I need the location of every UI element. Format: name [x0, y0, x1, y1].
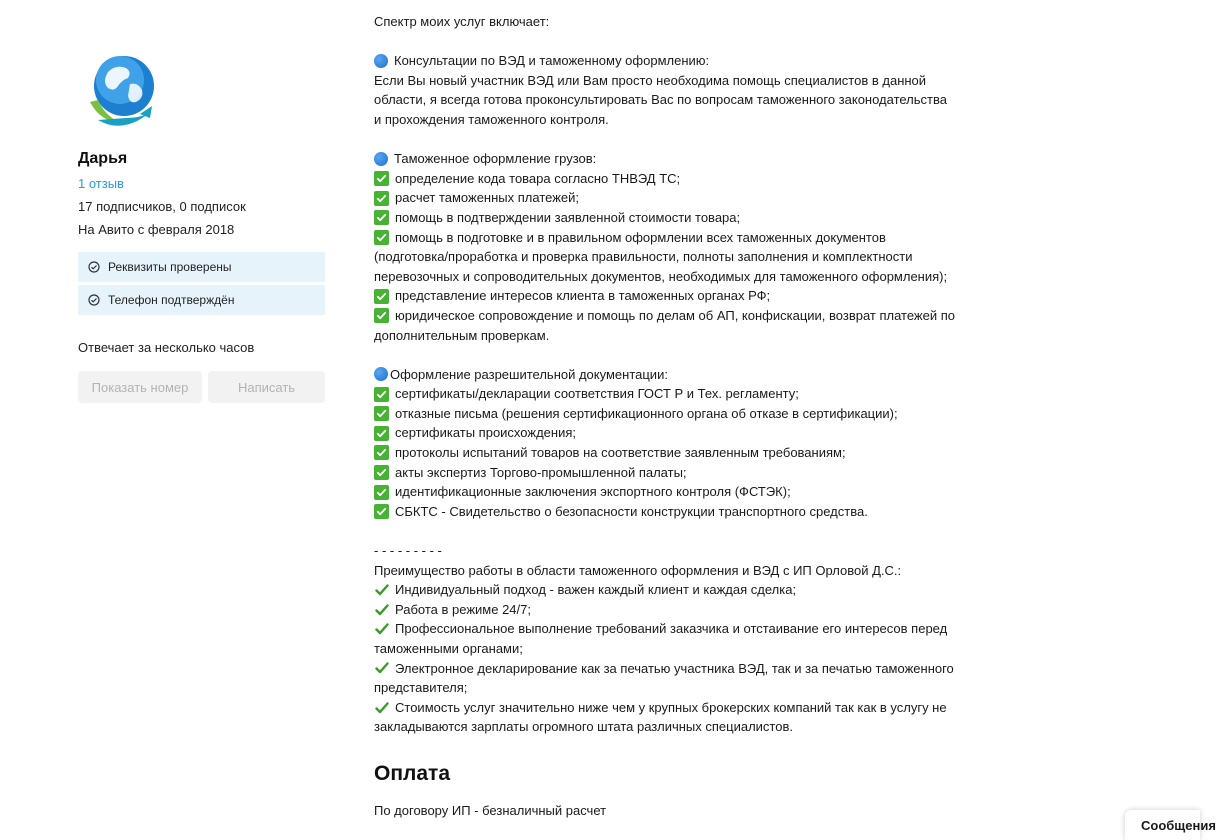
list-item — [374, 208, 974, 228]
permit-heading — [374, 365, 974, 385]
list-item-continuation: таможенными органами; — [374, 641, 523, 656]
list-item — [374, 169, 974, 189]
list-item-continuation: дополнительным проверкам. — [374, 327, 550, 343]
check-box-icon — [374, 210, 389, 225]
list-item-continuation: представителя; — [374, 680, 468, 696]
seller-name: Дарья — [78, 150, 128, 167]
list-item-text: Работа в режиме 24/7; — [395, 601, 531, 617]
list-item-text: Стоимость услуг значительно ниже чем у крупных брокерских компаний так как в услугу не — [395, 699, 947, 715]
list-item-text: протоколы испытаний товаров на соответствие заявленным требованиям; — [395, 445, 846, 461]
member-since: На Авито с февраля 2018 — [78, 222, 235, 237]
list-item-text: Электронное декларирование как за печатью участника ВЭД, так и за печатью таможенного — [395, 660, 954, 676]
seller-sidebar — [78, 44, 325, 403]
list-item — [374, 423, 974, 443]
customs-list — [374, 169, 974, 345]
check-box-icon — [374, 406, 389, 421]
response-time: Отвечает за несколько часов — [78, 340, 255, 355]
list-item — [374, 619, 974, 639]
blue-circle-icon — [374, 367, 388, 381]
verification-badges — [78, 252, 325, 315]
list-item-continuation: (подготовка/проработка и проверка правильности, полноты заполнения и комплектности — [374, 249, 913, 265]
separator: - - - - - - - - - — [374, 543, 442, 559]
badge-requisites-verified — [78, 252, 325, 282]
badge-phone-verified — [78, 285, 325, 315]
list-item-continuation: перевозочных и сопроводительных документов, необходимых для таможенного оформления); — [374, 268, 948, 284]
permit-list — [374, 384, 974, 521]
list-item — [374, 384, 974, 404]
seller-avatar[interactable] — [78, 44, 170, 136]
check-box-icon — [374, 289, 389, 304]
check-box-icon — [374, 504, 389, 519]
customs-title: Таможенное оформление грузов: — [394, 151, 597, 167]
subscribers-count: 17 подписчиков, 0 подписок — [78, 199, 246, 214]
list-item-text: помощь в подготовке и в правильном оформлении всех таможенных документов — [395, 229, 886, 245]
payment-text: По договору ИП - безналичный расчет — [374, 802, 607, 818]
list-item — [374, 600, 974, 620]
badge-label: Реквизиты проверены — [108, 260, 232, 274]
list-item — [374, 286, 974, 306]
check-box-icon — [374, 426, 389, 441]
check-box-icon — [374, 485, 389, 500]
consult-text-line: Если Вы новый участник ВЭД или Вам просто необходима помощь специалистов в данной — [374, 72, 927, 88]
list-item — [374, 443, 974, 463]
list-item-text: Индивидуальный подход - важен каждый клиент и каждая сделка; — [395, 582, 797, 598]
badge-label: Телефон подтверждён — [108, 293, 235, 307]
list-item-text: юридическое сопровождение и помощь по делам об АП, конфискации, возврат платежей по — [395, 307, 955, 323]
list-item-text: помощь в подтверждении заявленной стоимости товара; — [395, 209, 741, 225]
list-item — [374, 228, 974, 248]
globe-logo-icon — [78, 44, 170, 136]
list-item — [374, 482, 974, 502]
advantages-list — [374, 580, 974, 737]
check-mark-icon — [374, 700, 389, 715]
payment-title: Оплата — [374, 761, 451, 785]
check-circle-icon — [88, 294, 100, 306]
list-item-continuation: закладываются зарплаты огромного штата различных специалистов. — [374, 719, 793, 735]
list-item-text: СБКТС - Свидетельство о безопасности конструкции транспортного средства. — [395, 503, 868, 519]
list-item-text: представление интересов клиента в таможенных органах РФ; — [395, 288, 771, 304]
reviews-link[interactable]: 1 отзыв — [78, 176, 124, 191]
listing-description — [374, 12, 974, 821]
list-item-text: сертификаты/декларации соответствия ГОСТ Р и Тех. регламенту; — [395, 386, 799, 402]
check-box-icon — [374, 387, 389, 402]
check-mark-icon — [374, 583, 389, 598]
permit-title: Оформление разрешительной документации: — [390, 366, 668, 382]
check-box-icon — [374, 465, 389, 480]
list-item — [374, 659, 974, 679]
list-item — [374, 502, 974, 522]
check-box-icon — [374, 171, 389, 186]
customs-heading — [374, 149, 974, 169]
list-item — [374, 463, 974, 483]
check-circle-icon — [88, 261, 100, 273]
list-item-text: Профессиональное выполнение требований заказчика и отстаивание его интересов перед — [395, 621, 948, 637]
blue-circle-icon — [374, 54, 388, 68]
consult-text-line: и прохождения таможенного контроля. — [374, 111, 609, 127]
consult-title: Консультации по ВЭД и таможенному оформлению: — [394, 53, 710, 69]
check-mark-icon — [374, 622, 389, 637]
list-item-text: определение кода товара согласно ТНВЭД ТС; — [395, 170, 681, 186]
check-box-icon — [374, 191, 389, 206]
list-item — [374, 404, 974, 424]
advantages-title: Преимущество работы в области таможенного оформления и ВЭД с ИП Орловой Д.С.: — [374, 562, 902, 578]
list-item-text: идентификационные заключения экспортного контроля (ФСТЭК); — [395, 484, 791, 500]
list-item — [374, 698, 974, 718]
list-item-text: акты экспертиз Торгово-промышленной палаты; — [395, 464, 687, 480]
list-item-text: сертификаты происхождения; — [395, 425, 576, 441]
check-box-icon — [374, 445, 389, 460]
contact-buttons — [78, 371, 325, 403]
messages-tab[interactable]: Сообщения — [1125, 810, 1200, 840]
list-item — [374, 580, 974, 600]
consult-heading — [374, 51, 974, 71]
check-mark-icon — [374, 602, 389, 617]
write-message-button[interactable]: Написать — [208, 371, 325, 403]
blue-circle-icon — [374, 152, 388, 166]
check-mark-icon — [374, 661, 389, 676]
intro-text: Спектр моих услуг включает: — [374, 14, 550, 29]
list-item — [374, 188, 974, 208]
list-item — [374, 306, 974, 326]
show-number-button[interactable]: Показать номер — [78, 371, 202, 403]
check-box-icon — [374, 230, 389, 245]
list-item-text: расчет таможенных платежей; — [395, 190, 580, 206]
list-item-text: отказные письма (решения сертификационного органа об отказе в сертификации); — [395, 405, 898, 421]
consult-text-line: области, я всегда готова проконсультировать Вас по вопросам таможенного законодательства — [374, 92, 947, 108]
check-box-icon — [374, 308, 389, 323]
